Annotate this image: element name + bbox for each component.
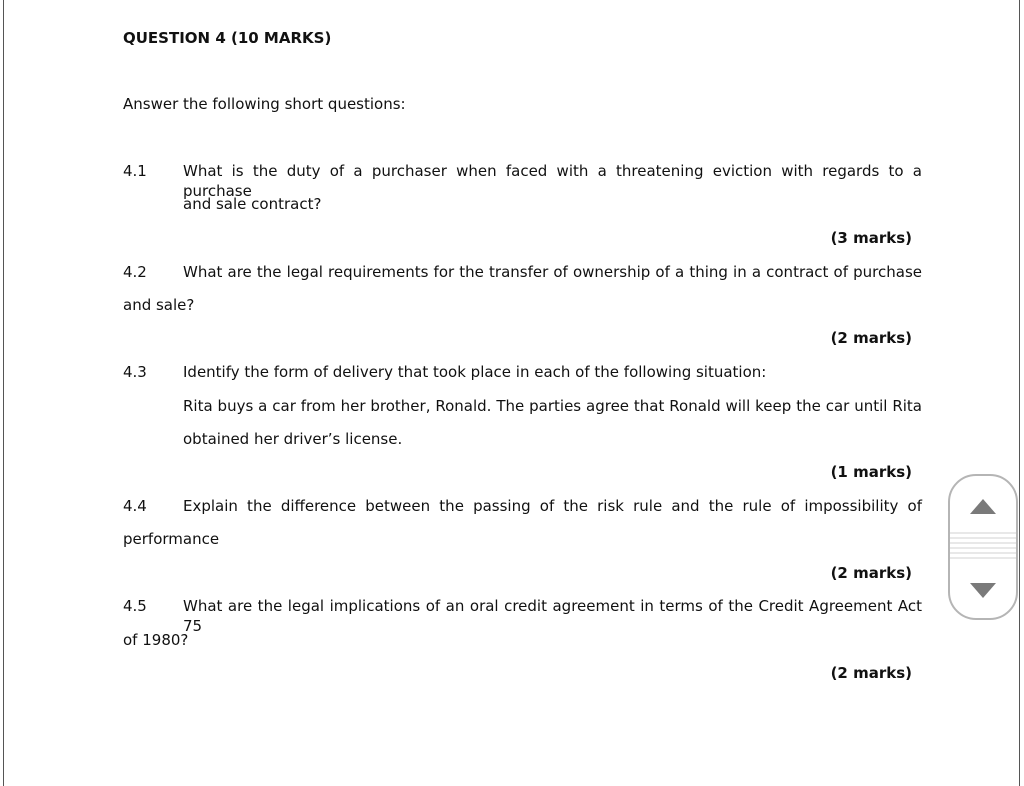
scenario-text-continued: obtained her driver’s license. [183,430,403,448]
marks-label: (3 marks) [830,229,912,247]
question-text: Explain the difference between the passing of the risk rule and the rule of impossibility of [183,497,922,515]
scroll-grip[interactable] [950,532,1016,562]
instructions: Answer the following short questions: [123,95,406,113]
scroll-up-button[interactable] [950,484,1016,528]
question-text-continued: of 1980? [123,631,189,649]
question-text: What are the legal implications of an oral credit agreement in terms of the Credit Agreement Act 75 [183,597,922,635]
marks-label: (2 marks) [830,664,912,682]
scenario-text: Rita buys a car from her brother, Ronald. The parties agree that Ronald will keep the car until Rita [183,397,922,415]
question-text-continued: performance [123,530,220,548]
question-text-continued: and sale contract? [183,195,322,213]
question-text: What is the duty of a purchaser when faced with a threatening eviction with regards to a purchase [183,162,922,200]
question-number: 4.3 [123,363,147,381]
question-text: Identify the form of delivery that took place in each of the following situation: [183,363,767,381]
question-number: 4.4 [123,497,147,515]
question-heading: QUESTION 4 (10 MARKS) [123,29,332,47]
question-text-continued: and sale? [123,296,195,314]
question-number: 4.1 [123,162,147,180]
marks-label: (2 marks) [830,329,912,347]
marks-label: (2 marks) [830,564,912,582]
scroll-down-button[interactable] [950,568,1016,612]
triangle-down-icon [970,583,996,598]
triangle-up-icon [970,499,996,514]
question-number: 4.2 [123,263,147,281]
scroll-widget [948,474,1018,620]
marks-label: (1 marks) [830,463,912,481]
question-text: What are the legal requirements for the transfer of ownership of a thing in a contract of purchase [183,263,922,281]
question-number: 4.5 [123,597,147,615]
